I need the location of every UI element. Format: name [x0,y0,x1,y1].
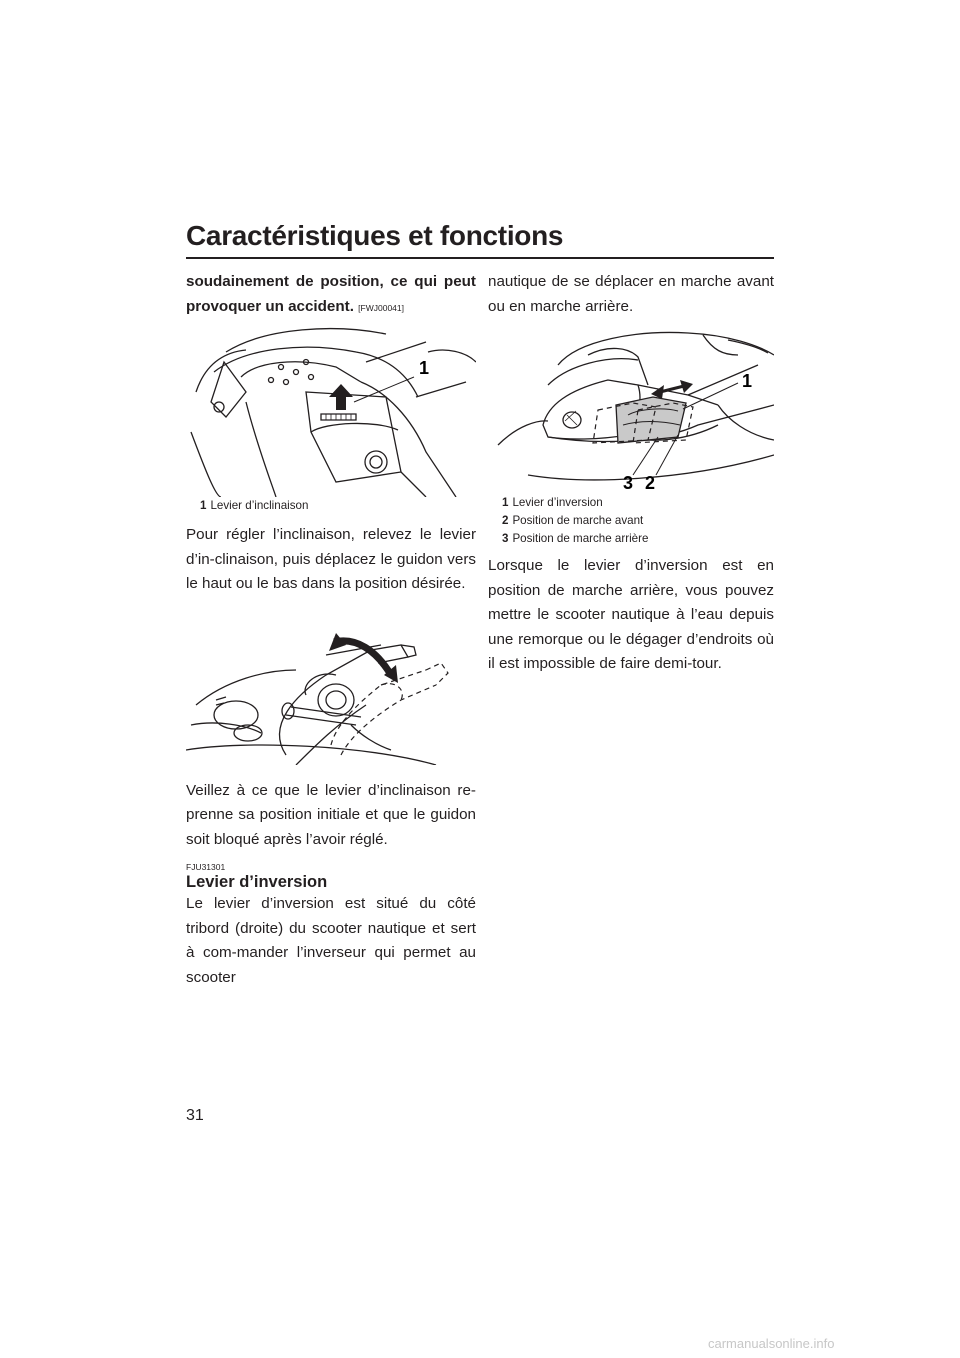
caption-item [502,494,774,512]
paragraph-reverse-lever-intro: Le levier d’inversion est situé du côté tribord (droite) du scooter nautique et sert à com-mander l’inverseur qui permet au scooter [186,895,476,986]
figure3-captions [502,494,774,548]
caption-number: 2 [502,514,509,527]
fig3-callout-3: 3 [623,473,634,490]
paragraph-continuation: nautique de se déplacer en marche avant ou en marche arrière. [488,273,774,315]
page-number: 31 [186,1107,204,1124]
paragraph-adjust-tilt: Pour régler l’inclinaison, relevez le levier d’in-clinaison, puis déplacez le guidon vers le haut ou le bas dans la position désirée. [186,526,476,592]
left-column [186,270,476,990]
page-title: Caractéristiques et fonctions [186,220,564,251]
section-title-reverse-lever: Levier d’inversion [186,873,328,891]
caption-item [200,497,476,515]
fig1-callout-1: 1 [419,358,430,378]
handlebar-tilt-illustration [186,615,476,765]
fig3-callout-1: 1 [742,371,753,391]
title-rule [186,257,774,259]
caption-text: Levier d’inversion [512,496,603,509]
caption-number: 1 [200,499,207,512]
fig3-callout-2: 2 [645,473,656,490]
tilt-lever-illustration [186,322,476,497]
section-code: FJU31301 [186,862,226,872]
caption-text: Levier d’inclinaison [210,499,309,512]
warning-code: [FWJ00041] [358,302,404,313]
caption-text: Position de marche arrière [512,532,649,545]
figure1-captions [200,497,476,515]
caption-text: Position de marche avant [512,514,644,527]
reverse-lever-illustration [488,325,774,490]
watermark: carmanualsonline.info [708,1336,835,1351]
caption-number: 1 [502,496,509,509]
warning-continuation [186,270,476,320]
caption-item [502,512,774,530]
paragraph-lock-check: Veillez à ce que le levier d’inclinaison re-prenne sa position initiale et que le guidon soit bloqué après l’avoir réglé. [186,781,476,848]
warning-text: soudainement de position, ce qui peut provoquer un accident. [186,273,476,315]
right-column [488,270,774,677]
caption-item [502,530,774,548]
paragraph-reverse-use: Lorsque le levier d’inversion est en position de marche arrière, vous pouvez mettre le scooter nautique à l’eau depuis une remorque ou le dégager d’endroits où il est impossible de faire demi-tour. [488,557,774,672]
caption-number: 3 [502,532,509,545]
